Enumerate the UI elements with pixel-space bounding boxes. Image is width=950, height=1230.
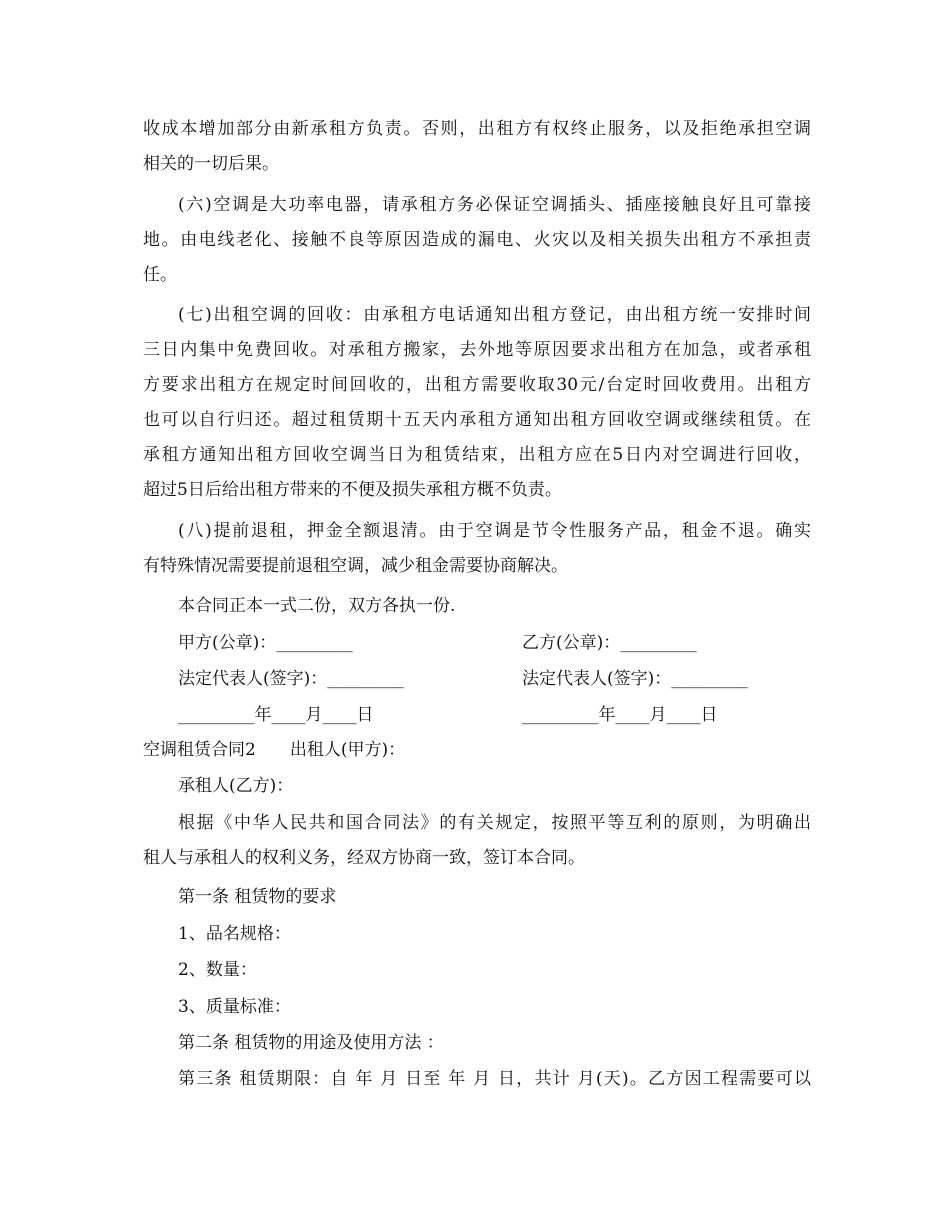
party-a-date: _________年____月____日 (178, 705, 374, 725)
party-b-date: _________年____月____日 (522, 705, 718, 725)
text-line: 三日内集中免费回收。对承租方搬家，去外地等原因要求出租方在加急，或者承租 (143, 340, 811, 360)
lessee-line: 承租人(乙方)： (178, 776, 294, 796)
article-3-text: 第三条 租赁期限：自 年 月 日至 年 月 日，共计 月(天)。乙方因工程需要可以 (178, 1069, 811, 1089)
text-line: 有特殊情况需要提前退租空调，减少租金需要协商解决。 (143, 556, 568, 576)
article-2-heading: 第二条 租赁物的用途及使用方法 ： (178, 1033, 444, 1053)
text-line: 地。由电线老化、接触不良等原因造成的漏电、火灾以及相关损失出租方不承担责 (143, 230, 811, 250)
text-line: 也可以自行归还。超过租赁期十五天内承租方通知出租方回收空调或继续租赁。在 (143, 410, 811, 430)
item-2: 2、数量： (178, 960, 257, 980)
party-b-seal: 乙方(公章)：_________ (522, 633, 697, 653)
party-a-seal: 甲方(公章)：_________ (178, 633, 353, 653)
text-line: (八)提前退租，押金全额退清。由于空调是节令性服务产品，租金不退。确实 (178, 521, 811, 541)
party-b-representative: 法定代表人(签字)：_________ (522, 669, 748, 689)
text-line: 收成本增加部分由新承租方负责。否则，出租方有权终止服务，以及拒绝承担空调 (143, 119, 811, 139)
text-line: (六)空调是大功率电器，请承租方务必保证空调插头、插座接触良好且可靠接 (178, 195, 811, 215)
text-line: 承租方通知出租方回收空调当日为租赁结束，出租方应在5日内对空调进行回收， (143, 445, 811, 465)
copies-clause: 本合同正本一式二份，双方各执一份. (178, 596, 456, 616)
item-1: 1、品名规格： (178, 924, 291, 944)
text-line: 租人与承租人的权利义务，经双方协商一致，签订本合同。 (143, 848, 585, 868)
text-line: 任。 (143, 265, 177, 285)
contract2-title: 空调租赁合同2 出租人(甲方)： (143, 740, 406, 760)
article-1-heading: 第一条 租赁物的要求 (178, 887, 337, 907)
party-a-representative: 法定代表人(签字)：_________ (178, 669, 404, 689)
text-line: 根据《中华人民共和国合同法》的有关规定，按照平等互利的原则，为明确出 (178, 813, 811, 833)
text-line: 方要求出租方在规定时间回收的，出租方需要收取30元/台定时回收费用。出租方 (143, 375, 811, 395)
text-line: 相关的一切后果。 (143, 154, 279, 174)
text-line: 超过5日后给出租方带来的不便及损失承租方概不负责。 (143, 480, 562, 500)
item-3: 3、质量标准： (178, 997, 291, 1017)
text-line: (七)出租空调的回收：由承租方电话通知出租方登记，由出租方统一安排时间 (178, 305, 811, 325)
